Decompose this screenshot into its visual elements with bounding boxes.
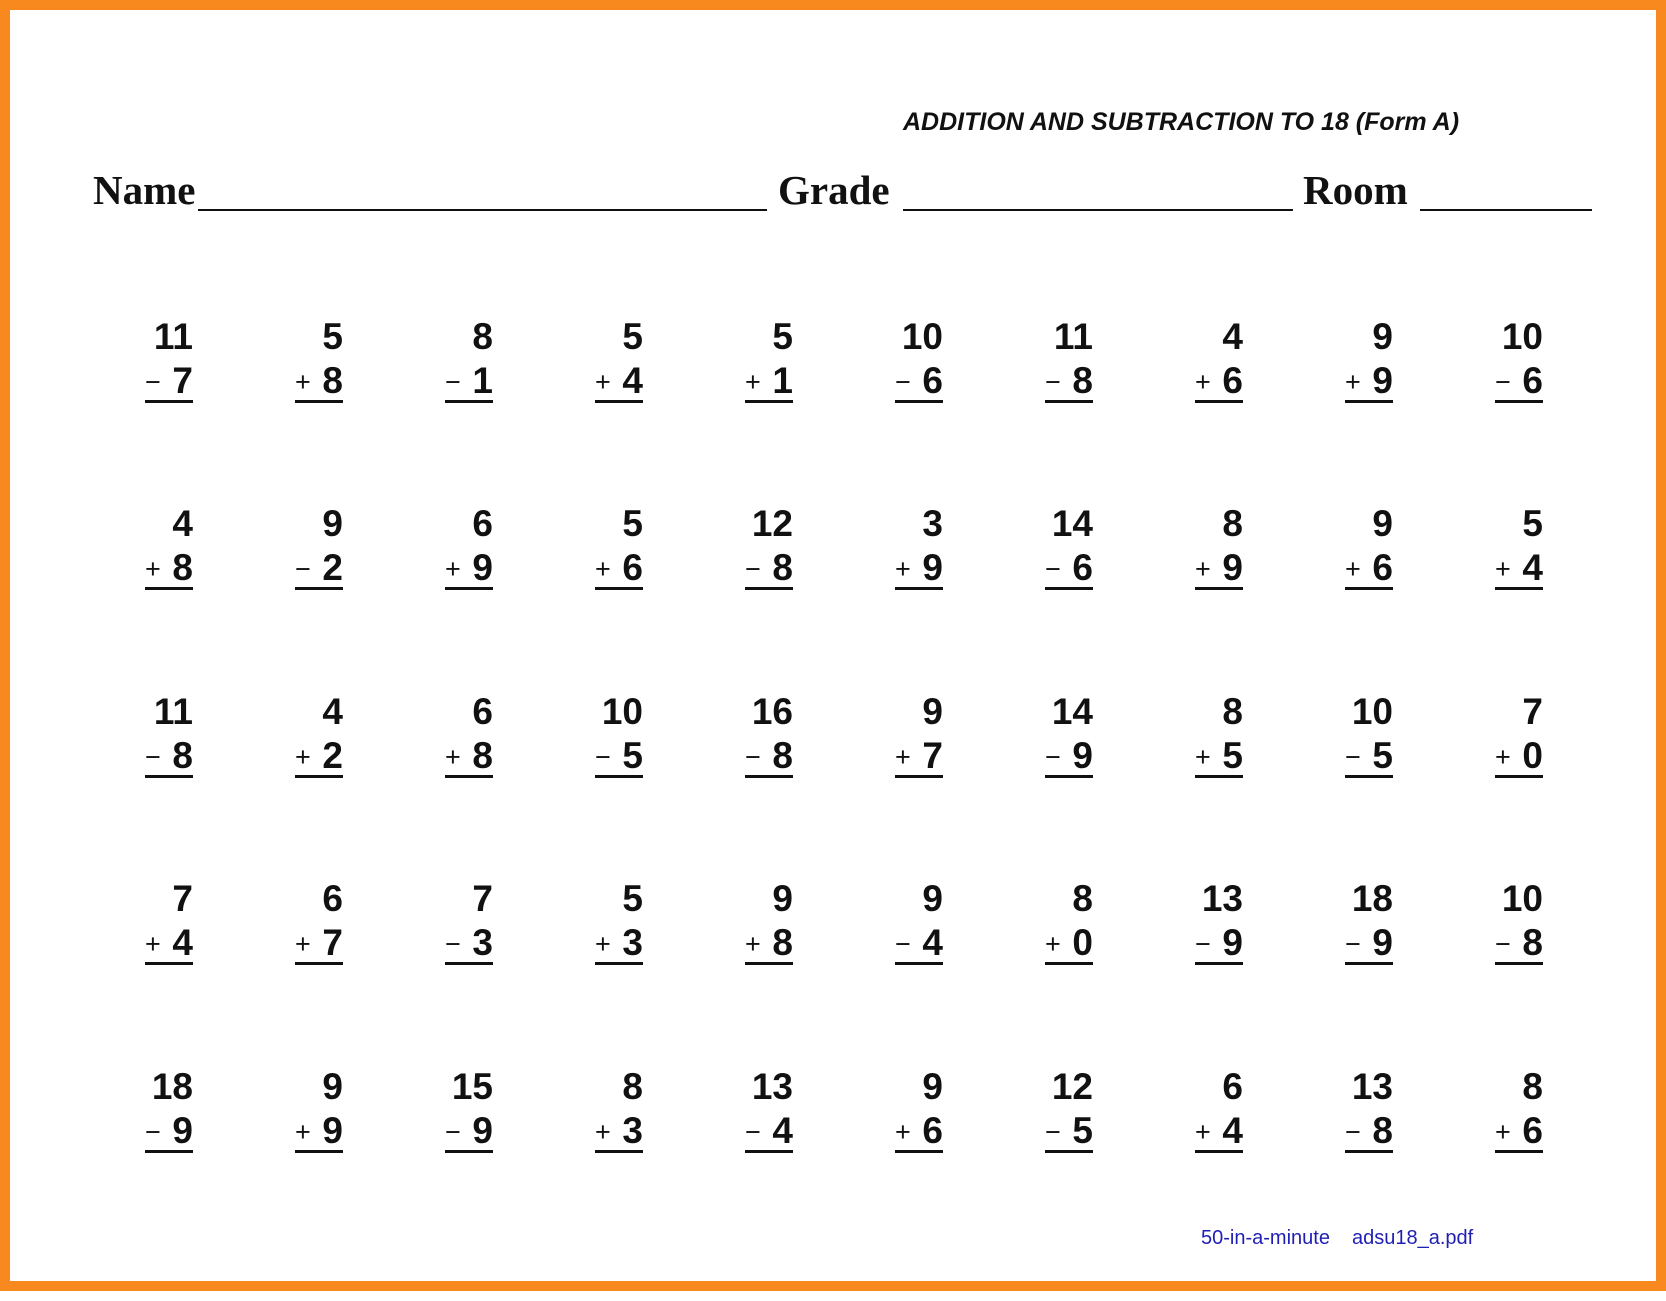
problem-bottom-number: 8	[172, 735, 193, 776]
problem-operator: +	[295, 1117, 311, 1147]
problem-top-number: 7	[472, 878, 493, 919]
problem-operator: +	[295, 367, 311, 397]
problem	[1123, 316, 1243, 403]
problem-bottom-line	[895, 920, 943, 965]
problem-top-number: 9	[322, 1066, 343, 1107]
problem-operator: +	[895, 554, 911, 584]
problem	[523, 503, 643, 590]
problem-bottom-line	[745, 733, 793, 778]
problem-top-number: 14	[1051, 503, 1093, 544]
problem-bottom-number: 2	[322, 735, 343, 776]
problem-operator: +	[1495, 1117, 1511, 1147]
problem	[373, 1066, 493, 1153]
problem-bottom-line	[1495, 545, 1543, 590]
problem-bottom-number: 4	[622, 360, 643, 401]
problem-bottom-line	[1195, 358, 1243, 403]
problem	[823, 1066, 943, 1153]
problem-bottom-number: 4	[1222, 1110, 1243, 1151]
problem	[673, 878, 793, 965]
problem-bottom-line	[1045, 1108, 1093, 1153]
problem-bottom-line	[145, 920, 193, 965]
problem-bottom-number: 8	[1522, 922, 1543, 963]
problem-top-number: 10	[1351, 691, 1393, 732]
problem-bottom-number: 3	[472, 922, 493, 963]
problem-top-number: 9	[322, 503, 343, 544]
problem-bottom-line	[295, 920, 343, 965]
problem-top-number: 9	[1372, 316, 1393, 357]
problem-bottom-line	[1345, 920, 1393, 965]
problem-bottom-number: 3	[622, 922, 643, 963]
problem-bottom-number: 0	[1072, 922, 1093, 963]
problem-bottom-number: 3	[622, 1110, 643, 1151]
problem-top-number: 13	[1201, 878, 1243, 919]
problem-bottom-number: 8	[472, 735, 493, 776]
problem-operator: +	[145, 554, 161, 584]
problem	[1423, 503, 1543, 590]
problem-top-number: 12	[1051, 1066, 1093, 1107]
problem-top-number: 4	[322, 691, 343, 732]
problem-top-number: 11	[1053, 316, 1093, 357]
problem-bottom-number: 1	[472, 360, 493, 401]
problem	[823, 691, 943, 778]
problem	[823, 503, 943, 590]
problem	[1273, 878, 1393, 965]
problem-operator: +	[295, 742, 311, 772]
problem-top-number: 8	[1222, 503, 1243, 544]
problem-operator: +	[595, 1117, 611, 1147]
problem-bottom-line	[445, 1108, 493, 1153]
problem-bottom-number: 9	[1372, 922, 1393, 963]
problem-operator: −	[145, 1117, 161, 1147]
problem	[73, 878, 193, 965]
problem	[673, 503, 793, 590]
problem	[673, 1066, 793, 1153]
problem-operator: +	[1195, 1117, 1211, 1147]
problem-operator: −	[745, 742, 761, 772]
problem-bottom-line	[1045, 733, 1093, 778]
problem-bottom-line	[295, 358, 343, 403]
problem-operator: +	[1195, 367, 1211, 397]
problem-bottom-number: 7	[322, 922, 343, 963]
problem-bottom-number: 8	[772, 922, 793, 963]
problem-top-number: 5	[622, 316, 643, 357]
problem	[523, 316, 643, 403]
problem	[223, 691, 343, 778]
problem-bottom-line	[295, 545, 343, 590]
problem-bottom-line	[595, 1108, 643, 1153]
problem-top-number: 18	[151, 1066, 193, 1107]
problem-top-number: 16	[751, 691, 793, 732]
problem-top-number: 4	[172, 503, 193, 544]
problem-top-number: 3	[922, 503, 943, 544]
problem-bottom-line	[145, 733, 193, 778]
problem-bottom-number: 9	[1222, 547, 1243, 588]
problem-bottom-number: 4	[1522, 547, 1543, 588]
footer-left-text: 50-in-a-minute	[1201, 1227, 1330, 1249]
problem	[823, 878, 943, 965]
problem-bottom-line	[1195, 545, 1243, 590]
problem-bottom-number: 8	[322, 360, 343, 401]
problem-operator: +	[295, 929, 311, 959]
problem-operator: −	[1195, 929, 1211, 959]
problem-operator: −	[1495, 929, 1511, 959]
problem-top-number: 9	[922, 878, 943, 919]
footer-filename: adsu18_a.pdf	[1351, 1227, 1474, 1249]
problem	[523, 878, 643, 965]
problem	[973, 1066, 1093, 1153]
problem-bottom-number: 6	[922, 1110, 943, 1151]
problem-top-number: 8	[472, 316, 493, 357]
problem-bottom-line	[1045, 545, 1093, 590]
problem-top-number: 5	[772, 316, 793, 357]
problem-top-number: 10	[901, 316, 943, 357]
problem-bottom-line	[1045, 920, 1093, 965]
problem-operator: +	[745, 367, 761, 397]
problem-top-number: 13	[751, 1066, 793, 1107]
problem-top-number: 9	[1372, 503, 1393, 544]
problem	[1123, 1066, 1243, 1153]
problem	[823, 316, 943, 403]
problem-bottom-line	[1345, 733, 1393, 778]
problem	[523, 1066, 643, 1153]
problem-top-number: 7	[172, 878, 193, 919]
problem-bottom-number: 8	[172, 547, 193, 588]
problem-bottom-line	[595, 733, 643, 778]
problem-top-number: 11	[153, 691, 193, 732]
problem-bottom-number: 8	[772, 735, 793, 776]
problem-operator: −	[745, 1117, 761, 1147]
problem-bottom-number: 9	[322, 1110, 343, 1151]
problem-operator: +	[595, 367, 611, 397]
problem-bottom-line	[1495, 358, 1543, 403]
problem-top-number: 5	[622, 503, 643, 544]
problem-top-number: 10	[1501, 316, 1543, 357]
problem	[1423, 1066, 1543, 1153]
problem-operator: +	[745, 929, 761, 959]
problem-bottom-line	[895, 1108, 943, 1153]
problem	[973, 316, 1093, 403]
problem	[973, 878, 1093, 965]
problem-operator: +	[1195, 554, 1211, 584]
problem-operator: −	[445, 929, 461, 959]
problem-bottom-number: 5	[622, 735, 643, 776]
problem	[973, 691, 1093, 778]
problem-bottom-number: 7	[172, 360, 193, 401]
problem-bottom-number: 0	[1522, 735, 1543, 776]
problem-bottom-number: 5	[1372, 735, 1393, 776]
problem	[1123, 503, 1243, 590]
problem-top-number: 9	[922, 1066, 943, 1107]
name-label: Name	[93, 167, 196, 213]
problem-top-number: 18	[1351, 878, 1393, 919]
problem-bottom-line	[295, 1108, 343, 1153]
problem-top-number: 12	[751, 503, 793, 544]
problem-top-number: 8	[1222, 691, 1243, 732]
problem	[223, 878, 343, 965]
problem	[1123, 878, 1243, 965]
problem	[1423, 316, 1543, 403]
problem-bottom-line	[1345, 358, 1393, 403]
problem-top-number: 14	[1051, 691, 1093, 732]
problem-bottom-number: 5	[1222, 735, 1243, 776]
problem-operator: +	[1345, 554, 1361, 584]
problem-operator: −	[445, 1117, 461, 1147]
problem	[1423, 878, 1543, 965]
problem-top-number: 4	[1222, 316, 1243, 357]
footer	[1201, 1227, 1473, 1250]
problem	[373, 316, 493, 403]
problem-grid	[10, 10, 1666, 1301]
problem-bottom-line	[595, 920, 643, 965]
problem-operator: +	[1495, 554, 1511, 584]
problem-top-number: 8	[1522, 1066, 1543, 1107]
problem-top-number: 11	[153, 316, 193, 357]
problem-top-number: 10	[601, 691, 643, 732]
problem-operator: −	[1045, 1117, 1061, 1147]
problem-bottom-number: 4	[772, 1110, 793, 1151]
problem-operator: +	[595, 929, 611, 959]
problem-top-number: 6	[1222, 1066, 1243, 1107]
problem-bottom-number: 4	[172, 922, 193, 963]
problem-bottom-number: 5	[1072, 1110, 1093, 1151]
problem	[1123, 691, 1243, 778]
grade-label: Grade	[778, 167, 890, 213]
problem-bottom-line	[895, 358, 943, 403]
problem-operator: +	[445, 554, 461, 584]
problem-bottom-line	[445, 733, 493, 778]
problem-operator: −	[1495, 367, 1511, 397]
problem-bottom-number: 4	[922, 922, 943, 963]
problem-operator: +	[895, 742, 911, 772]
problem-operator: +	[1045, 929, 1061, 959]
problem-bottom-number: 2	[322, 547, 343, 588]
problem-operator: −	[895, 929, 911, 959]
problem-bottom-number: 9	[472, 1110, 493, 1151]
problem-bottom-line	[595, 358, 643, 403]
problem-bottom-line	[145, 1108, 193, 1153]
problem-top-number: 9	[922, 691, 943, 732]
problem-top-number: 6	[472, 691, 493, 732]
problem-bottom-number: 9	[172, 1110, 193, 1151]
problem-top-number: 8	[1072, 878, 1093, 919]
problem-bottom-line	[745, 920, 793, 965]
problem-bottom-line	[745, 545, 793, 590]
problem-bottom-number: 9	[1072, 735, 1093, 776]
problem-bottom-line	[745, 1108, 793, 1153]
problem	[1273, 691, 1393, 778]
problem-bottom-line	[595, 545, 643, 590]
problem-top-number: 15	[451, 1066, 493, 1107]
problem-top-number: 5	[622, 878, 643, 919]
problem-bottom-line	[1195, 920, 1243, 965]
problem-operator: +	[595, 554, 611, 584]
problem-bottom-number: 6	[1522, 360, 1543, 401]
problem-bottom-line	[145, 545, 193, 590]
problem-top-number: 7	[1522, 691, 1543, 732]
problem-operator: −	[1345, 742, 1361, 772]
problem-bottom-line	[1495, 1108, 1543, 1153]
problem	[373, 691, 493, 778]
problem-top-number: 5	[322, 316, 343, 357]
problem-bottom-line	[1195, 733, 1243, 778]
problem-operator: −	[1345, 929, 1361, 959]
problem-operator: −	[1345, 1117, 1361, 1147]
problem	[1273, 503, 1393, 590]
problem-top-number: 13	[1351, 1066, 1393, 1107]
problem-bottom-number: 6	[622, 547, 643, 588]
problem	[373, 878, 493, 965]
problem-operator: −	[595, 742, 611, 772]
problem-operator: +	[445, 742, 461, 772]
problem-operator: +	[145, 929, 161, 959]
problem-bottom-number: 6	[1372, 547, 1393, 588]
problem-operator: −	[145, 742, 161, 772]
problem-bottom-line	[745, 358, 793, 403]
problem-bottom-line	[895, 733, 943, 778]
problem-bottom-number: 7	[922, 735, 943, 776]
problem-operator: +	[895, 1117, 911, 1147]
problem-operator: +	[1495, 742, 1511, 772]
problem	[523, 691, 643, 778]
problem-bottom-line	[1345, 1108, 1393, 1153]
problem	[1273, 1066, 1393, 1153]
problem-operator: −	[745, 554, 761, 584]
problem-operator: +	[1195, 742, 1211, 772]
room-label: Room	[1303, 167, 1408, 213]
problem	[223, 1066, 343, 1153]
problem-operator: −	[145, 367, 161, 397]
problem-top-number: 6	[322, 878, 343, 919]
problem-bottom-line	[1495, 733, 1543, 778]
problem-bottom-line	[1495, 920, 1543, 965]
problem	[673, 691, 793, 778]
problem-bottom-number: 9	[922, 547, 943, 588]
problem-top-number: 9	[772, 878, 793, 919]
problem-bottom-number: 8	[1072, 360, 1093, 401]
problem	[1423, 691, 1543, 778]
problem-bottom-line	[1045, 358, 1093, 403]
problem	[1273, 316, 1393, 403]
problem-bottom-line	[295, 733, 343, 778]
problem-bottom-line	[445, 358, 493, 403]
problem-bottom-line	[445, 920, 493, 965]
problem-bottom-line	[895, 545, 943, 590]
problem-top-number: 5	[1522, 503, 1543, 544]
problem-bottom-number: 6	[1522, 1110, 1543, 1151]
problem-bottom-number: 8	[1372, 1110, 1393, 1151]
problem-top-number: 8	[622, 1066, 643, 1107]
problem-operator: −	[1045, 554, 1061, 584]
problem-bottom-line	[1195, 1108, 1243, 1153]
problem-bottom-line	[1345, 545, 1393, 590]
problem-bottom-number: 9	[1222, 922, 1243, 963]
problem-top-number: 6	[472, 503, 493, 544]
problem-operator: −	[895, 367, 911, 397]
problem	[73, 503, 193, 590]
problem-bottom-number: 6	[1222, 360, 1243, 401]
problem	[223, 316, 343, 403]
problem-bottom-number: 9	[472, 547, 493, 588]
problem	[73, 1066, 193, 1153]
problem-bottom-line	[445, 545, 493, 590]
problem	[373, 503, 493, 590]
worksheet-title: ADDITION AND SUBTRACTION TO 18 (Form A)	[903, 108, 1460, 136]
problem	[973, 503, 1093, 590]
problem-bottom-number: 9	[1372, 360, 1393, 401]
problem-bottom-number: 6	[922, 360, 943, 401]
problem-bottom-number: 6	[1072, 547, 1093, 588]
problem	[223, 503, 343, 590]
problem-operator: −	[445, 367, 461, 397]
problem-bottom-number: 8	[772, 547, 793, 588]
problem-operator: −	[1045, 742, 1061, 772]
problem-top-number: 10	[1501, 878, 1543, 919]
problem-operator: −	[1045, 367, 1061, 397]
problem	[73, 316, 193, 403]
problem	[73, 691, 193, 778]
problem	[673, 316, 793, 403]
problem-operator: +	[1345, 367, 1361, 397]
problem-bottom-number: 1	[772, 360, 793, 401]
problem-bottom-line	[145, 358, 193, 403]
problem-operator: −	[295, 554, 311, 584]
